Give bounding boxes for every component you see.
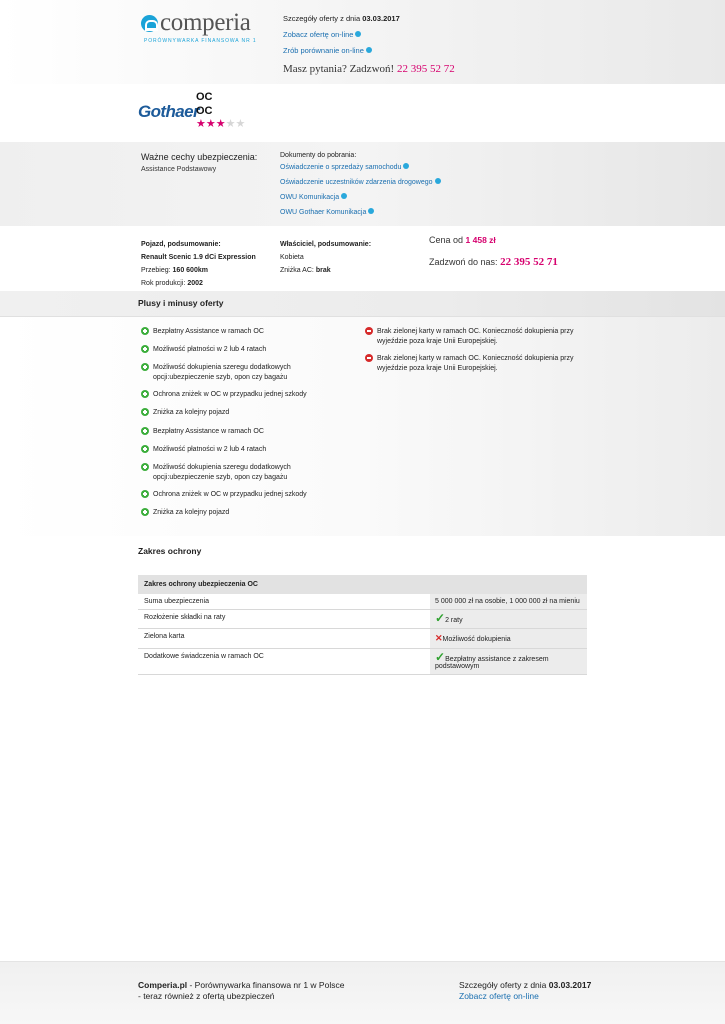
discount-value: brak bbox=[315, 267, 331, 274]
pro-item bbox=[141, 445, 341, 455]
coverage-value-cell bbox=[430, 610, 587, 629]
pros-cons-body bbox=[0, 317, 725, 536]
vehicle-model: Renault Scenic 1.9 dCi Expression bbox=[141, 254, 256, 261]
page-header bbox=[0, 0, 725, 84]
pro-item-text: Zniżka za kolejny pojazd bbox=[153, 509, 230, 516]
comperia-logo-icon bbox=[141, 15, 158, 32]
coverage-value: Bezpłatny assistance z zakresem podstawowym bbox=[435, 656, 549, 670]
coverage-value-cell bbox=[430, 594, 587, 610]
mileage-value: 160 600km bbox=[172, 267, 208, 274]
pro-item bbox=[141, 427, 341, 437]
info-icon bbox=[368, 208, 374, 214]
pros-cons-heading: Plusy i minusy oferty bbox=[138, 298, 224, 308]
con-item bbox=[365, 354, 575, 373]
compare-online-link[interactable]: Zrób porównanie on-line bbox=[283, 46, 364, 55]
pros-cons-header bbox=[0, 291, 725, 317]
coverage-table bbox=[138, 575, 587, 675]
coverage-label: Dodatkowe świadczenia w ramach OC bbox=[138, 649, 430, 675]
coverage-label: Rozłożenie składki na raty bbox=[138, 610, 430, 629]
pro-item bbox=[141, 508, 341, 518]
gothaer-logo: Gothaer bbox=[138, 102, 199, 121]
logo-wordmark: comperia bbox=[160, 9, 251, 36]
header-phone-line bbox=[283, 63, 455, 75]
key-features bbox=[141, 152, 257, 173]
info-icon bbox=[435, 178, 441, 184]
pro-item-text: Możliwość dokupienia szeregu dodatkowych opcji:ubezpieczenie szyb, opon czy bagażu bbox=[153, 364, 291, 381]
pro-item-text: Możliwość dokupienia szeregu dodatkowych opcji:ubezpieczenie szyb, opon czy bagażu bbox=[153, 464, 291, 481]
see-offer-online-link[interactable]: Zobacz ofertę on-line bbox=[283, 30, 354, 39]
key-feature-item: Assistance Podstawowy bbox=[141, 166, 217, 173]
info-icon bbox=[403, 163, 409, 169]
call-line bbox=[429, 256, 558, 268]
documents-heading: Dokumenty do pobrania: bbox=[280, 152, 357, 159]
price-value: 1 458 zł bbox=[465, 235, 496, 245]
info-icon bbox=[366, 47, 372, 53]
pro-item bbox=[141, 345, 341, 355]
footer-brand-info bbox=[138, 980, 344, 1002]
footer-offer-date-label: Szczegóły oferty z dnia bbox=[459, 980, 547, 990]
coverage-value-cell bbox=[430, 649, 587, 675]
coverage-value: Możliwość dokupienia bbox=[442, 636, 511, 643]
minus-circle-icon bbox=[365, 354, 373, 362]
footer-desc-line1: - Porównywarka finansowa nr 1 w Polsce bbox=[187, 980, 345, 990]
pro-item-text: Ochrona zniżek w OC w przypadku jednej szkody bbox=[153, 391, 307, 398]
header-phone-number[interactable]: 22 395 52 72 bbox=[396, 63, 455, 75]
vehicle-heading: Pojazd, podsumowanie: bbox=[141, 241, 221, 248]
pro-item-text: Bezpłatny Assistance w ramach OC bbox=[153, 328, 264, 335]
coverage-row bbox=[138, 594, 587, 610]
vehicle-summary bbox=[141, 238, 256, 290]
price-line bbox=[429, 235, 496, 245]
logo-tagline: PORÓWNYWARKA FINANSOWA NR 1 bbox=[144, 38, 257, 44]
owner-heading: Właściciel, podsumowanie: bbox=[280, 241, 372, 248]
pro-item bbox=[141, 363, 341, 382]
coverage-table-header: Zakres ochrony ubezpieczenia OC bbox=[138, 575, 587, 594]
plus-circle-icon bbox=[141, 363, 149, 371]
pro-item-text: Zniżka za kolejny pojazd bbox=[153, 409, 230, 416]
doc-link-sale-statement[interactable]: Oświadczenie o sprzedaży samochodu bbox=[280, 164, 402, 171]
star-filled-icon: ★ bbox=[196, 118, 206, 130]
key-features-heading: Ważne cechy ubezpieczenia: bbox=[141, 152, 258, 162]
pro-item bbox=[141, 390, 341, 400]
star-filled-icon: ★ bbox=[215, 118, 226, 130]
discount-label: Zniżka AC: bbox=[280, 267, 314, 274]
pro-item bbox=[141, 408, 341, 418]
rating-stars bbox=[196, 117, 245, 130]
product-name-line1: OC bbox=[196, 91, 213, 103]
offer-date-label: Szczegóły oferty z dnia bbox=[283, 14, 361, 23]
call-phone-number[interactable]: 22 395 52 71 bbox=[500, 256, 558, 268]
doc-link-owu-komunikacja[interactable]: OWU Komunikacja bbox=[280, 194, 340, 201]
documents-list bbox=[280, 152, 441, 224]
coverage-row bbox=[138, 629, 587, 649]
footer-desc-line2: - teraz również z ofertą ubezpieczeń bbox=[138, 991, 275, 1001]
pro-item-text: Możliwość płatności w 2 lub 4 ratach bbox=[153, 446, 267, 453]
price-label: Cena od bbox=[429, 235, 464, 245]
question-text: Masz pytania? Zadzwoń! bbox=[283, 63, 395, 75]
plus-circle-icon bbox=[141, 508, 149, 516]
product-name-line2: OC bbox=[196, 105, 213, 117]
owner-summary bbox=[280, 238, 371, 277]
coverage-value: 2 raty bbox=[445, 617, 463, 624]
coverage-row bbox=[138, 649, 587, 675]
pro-item-text: Ochrona zniżek w OC w przypadku jednej szkody bbox=[153, 491, 307, 498]
product-name bbox=[196, 90, 213, 118]
plus-circle-icon bbox=[141, 345, 149, 353]
plus-circle-icon bbox=[141, 427, 149, 435]
offer-date: 03.03.2017 bbox=[362, 14, 400, 23]
check-icon: ✓ bbox=[435, 611, 446, 625]
star-empty-icon: ★ bbox=[225, 118, 236, 130]
plus-circle-icon bbox=[141, 445, 149, 453]
page-footer bbox=[0, 961, 725, 1024]
footer-brand: Comperia.pl bbox=[138, 980, 188, 990]
minus-circle-icon bbox=[365, 327, 373, 335]
features-band bbox=[0, 142, 725, 226]
info-icon bbox=[341, 193, 347, 199]
con-item bbox=[365, 327, 575, 346]
header-offer-info bbox=[283, 14, 455, 75]
coverage-label: Zielona karta bbox=[138, 629, 430, 649]
coverage-value-cell bbox=[430, 629, 587, 649]
pro-item bbox=[141, 327, 341, 337]
plus-circle-icon bbox=[141, 390, 149, 398]
coverage-value: 5 000 000 zł na osobie, 1 000 000 zł na mieniu bbox=[435, 598, 580, 605]
doc-link-accident-statement[interactable]: Oświadczenie uczestników zdarzenia drogowego bbox=[280, 179, 433, 186]
con-item-text: Brak zielonej karty w ramach OC. Konieczność dokupienia przy wyjeździe poza kraje Unii Europejskiej. bbox=[377, 355, 574, 372]
pro-item bbox=[141, 490, 341, 500]
footer-see-offer-link[interactable]: Zobacz ofertę on-line bbox=[459, 991, 539, 1001]
year-label: Rok produkcji: bbox=[141, 280, 186, 287]
footer-offer-date: 03.03.2017 bbox=[548, 980, 592, 990]
star-empty-icon: ★ bbox=[235, 118, 246, 130]
pro-item-text: Możliwość płatności w 2 lub 4 ratach bbox=[153, 346, 267, 353]
coverage-label: Suma ubezpieczenia bbox=[138, 594, 430, 610]
footer-offer-info bbox=[459, 980, 591, 1002]
con-item-text: Brak zielonej karty w ramach OC. Konieczność dokupienia przy wyjeździe poza kraje Unii Europejskiej. bbox=[377, 328, 574, 345]
star-filled-icon: ★ bbox=[205, 118, 216, 130]
call-label: Zadzwoń do nas: bbox=[429, 257, 498, 267]
owner-gender: Kobieta bbox=[280, 254, 304, 261]
plus-circle-icon bbox=[141, 490, 149, 498]
year-value: 2002 bbox=[187, 280, 203, 287]
plus-circle-icon bbox=[141, 327, 149, 335]
pro-item-text: Bezpłatny Assistance w ramach OC bbox=[153, 428, 264, 435]
cross-icon: ✕ bbox=[435, 633, 443, 643]
offer-date-line bbox=[283, 14, 455, 30]
plus-circle-icon bbox=[141, 408, 149, 416]
check-icon: ✓ bbox=[435, 650, 446, 664]
plus-circle-icon bbox=[141, 463, 149, 471]
doc-link-owu-gothaer[interactable]: OWU Gothaer Komunikacja bbox=[280, 209, 367, 216]
pro-item bbox=[141, 463, 341, 482]
mileage-label: Przebieg: bbox=[141, 267, 171, 274]
info-icon bbox=[355, 31, 361, 37]
coverage-title: Zakres ochrony bbox=[138, 546, 202, 556]
coverage-row bbox=[138, 610, 587, 629]
